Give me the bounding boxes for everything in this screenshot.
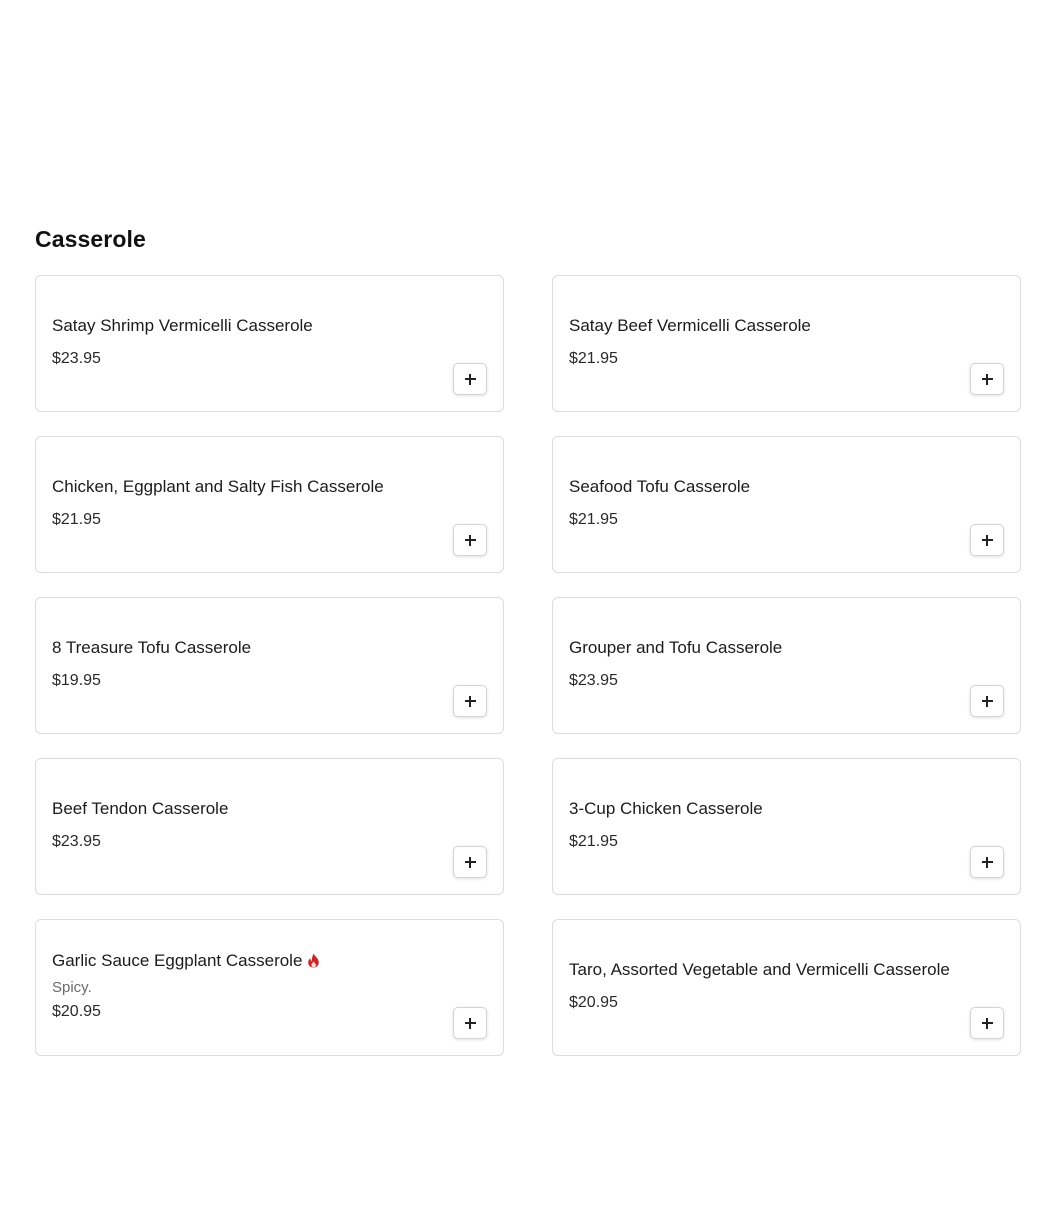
menu-item-card[interactable] — [35, 275, 504, 412]
add-item-button[interactable] — [970, 846, 1004, 878]
menu-item-card[interactable] — [35, 597, 504, 734]
item-name: Beef Tendon Casserole — [52, 798, 229, 818]
add-item-button[interactable] — [970, 685, 1004, 717]
item-price: $20.95 — [52, 1002, 101, 1020]
plus-icon — [465, 535, 476, 546]
item-name: Seafood Tofu Casserole — [569, 476, 751, 496]
menu-item-card[interactable] — [35, 919, 504, 1056]
add-item-button[interactable] — [453, 363, 487, 395]
item-price: $21.95 — [569, 832, 618, 850]
flame-icon — [307, 953, 320, 968]
add-item-button[interactable] — [453, 1007, 487, 1039]
item-price: $23.95 — [52, 349, 101, 367]
item-price: $21.95 — [569, 510, 618, 528]
add-item-button[interactable] — [970, 524, 1004, 556]
item-description: Spicy. — [52, 978, 92, 996]
add-item-button[interactable] — [453, 846, 487, 878]
plus-icon — [465, 696, 476, 707]
menu-item-card[interactable] — [552, 436, 1021, 573]
item-price: $21.95 — [569, 349, 618, 367]
item-name: Grouper and Tofu Casserole — [569, 637, 783, 657]
menu-item-card[interactable] — [35, 758, 504, 895]
add-item-button[interactable] — [970, 1007, 1004, 1039]
menu-item-card[interactable] — [552, 919, 1021, 1056]
item-name: Taro, Assorted Vegetable and Vermicelli Casserole — [569, 959, 950, 979]
item-price: $23.95 — [569, 671, 618, 689]
menu-item-card[interactable] — [552, 758, 1021, 895]
plus-icon — [465, 857, 476, 868]
item-name: Chicken, Eggplant and Salty Fish Casserole — [52, 476, 384, 496]
menu-items-grid — [35, 275, 1021, 1056]
item-price: $20.95 — [569, 993, 618, 1011]
add-item-button[interactable] — [453, 685, 487, 717]
plus-icon — [982, 535, 993, 546]
item-price: $19.95 — [52, 671, 101, 689]
item-price: $21.95 — [52, 510, 101, 528]
menu-item-card[interactable] — [552, 275, 1021, 412]
menu-item-card[interactable] — [552, 597, 1021, 734]
plus-icon — [982, 374, 993, 385]
item-name: 8 Treasure Tofu Casserole — [52, 637, 252, 657]
menu-item-card[interactable] — [35, 436, 504, 573]
item-name: Satay Shrimp Vermicelli Casserole — [52, 315, 313, 335]
plus-icon — [982, 1018, 993, 1029]
item-name: Garlic Sauce Eggplant Casserole — [52, 950, 487, 972]
item-price: $23.95 — [52, 832, 101, 850]
section-title: Casserole — [35, 226, 146, 252]
add-item-button[interactable] — [970, 363, 1004, 395]
plus-icon — [982, 696, 993, 707]
plus-icon — [982, 857, 993, 868]
item-name: Satay Beef Vermicelli Casserole — [569, 315, 811, 335]
plus-icon — [465, 374, 476, 385]
item-name: 3-Cup Chicken Casserole — [569, 798, 763, 818]
plus-icon — [465, 1018, 476, 1029]
add-item-button[interactable] — [453, 524, 487, 556]
